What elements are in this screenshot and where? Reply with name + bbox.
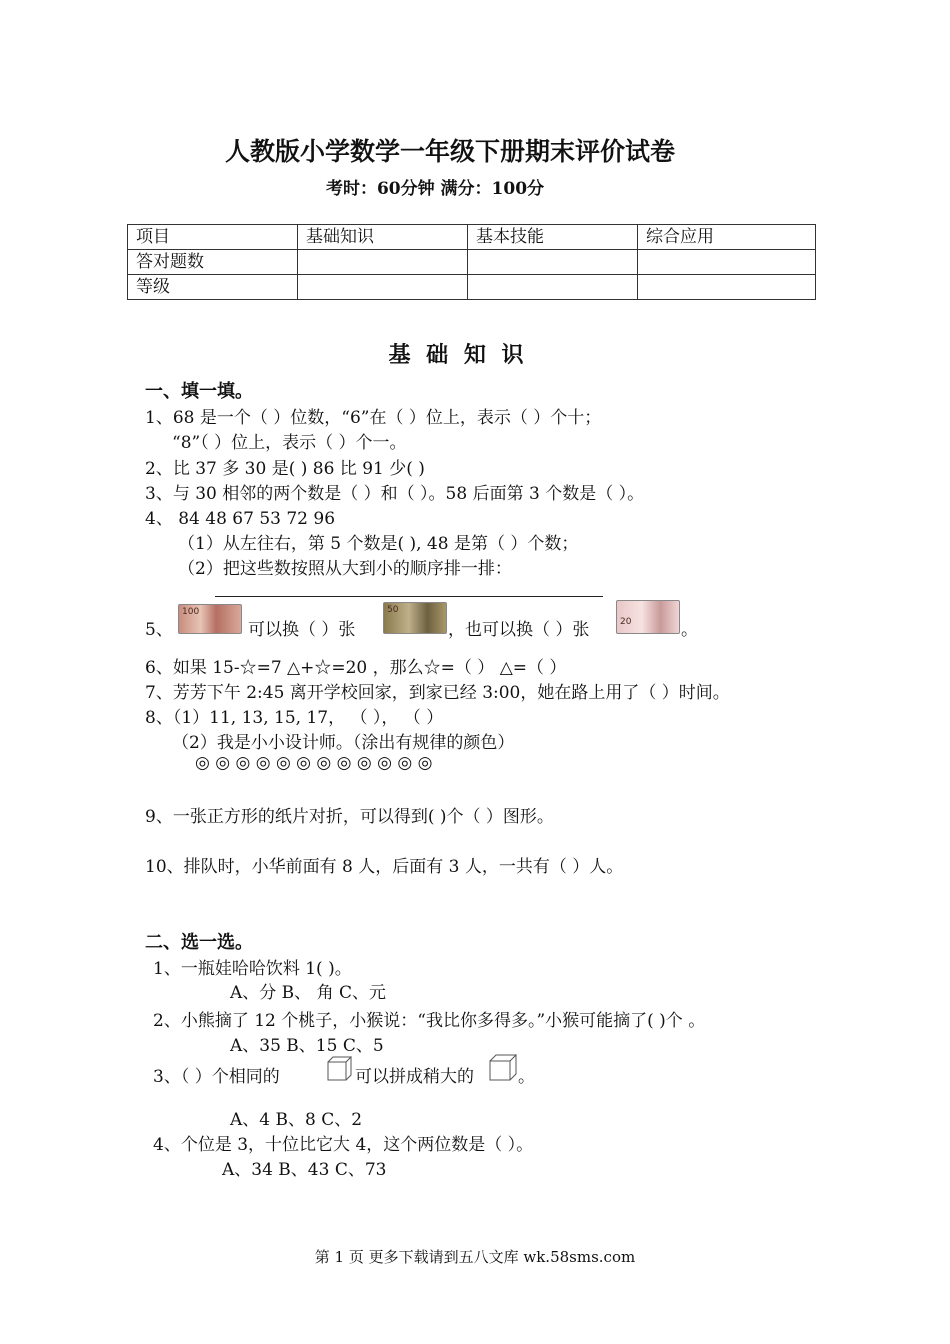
- small-cube-icon: [326, 1056, 354, 1082]
- table-header-cell: 综合应用: [638, 225, 816, 250]
- answer-line: [215, 596, 603, 597]
- large-cube-icon: [488, 1054, 518, 1082]
- choice-question-3-a: 3、（ ）个相同的: [153, 1067, 280, 1087]
- table-header-cell: 基本技能: [468, 225, 638, 250]
- question-5-text-a: 可以换（ ）张: [248, 620, 356, 640]
- table-cell: [298, 275, 468, 300]
- exam-title: 人教版小学数学一年级下册期末评价试卷: [224, 137, 675, 166]
- table-row: [128, 250, 816, 275]
- choice-question-3-b: 可以拼成稍大的: [355, 1067, 474, 1087]
- question-2: 2、比 37 多 30 是( ) 86 比 91 少( ): [145, 459, 425, 479]
- question-5-end: 。: [681, 620, 698, 640]
- part2-heading: 二、选一选。: [145, 932, 253, 953]
- table-row: [128, 275, 816, 300]
- question-3: 3、与 30 相邻的两个数是（ ）和（ ）。58 后面第 3 个数是（ ）。: [145, 484, 645, 504]
- table-cell: [298, 250, 468, 275]
- pattern-circles: ◎ ◎ ◎ ◎ ◎ ◎ ◎ ◎ ◎ ◎ ◎ ◎: [195, 753, 433, 773]
- question-1b: “8”（ ）位上，表示（ ）个一。: [172, 433, 407, 453]
- table-cell: 答对题数: [128, 250, 298, 275]
- table-header-cell: 基础知识: [298, 225, 468, 250]
- table-cell: [468, 275, 638, 300]
- question-4a: （1）从左往右，第 5 个数是( ), 48 是第（ ）个数；: [178, 534, 579, 554]
- choice-question-4: 4、个位是 3，十位比它大 4，这个两位数是（ ）。: [153, 1135, 534, 1155]
- question-6: 6、如果 15-☆=7 △+☆=20 ，那么☆=（ ） △=（ ）: [145, 658, 567, 678]
- table-cell: [638, 275, 816, 300]
- question-5-number: 5、: [145, 620, 173, 640]
- question-8b: （2）我是小小设计师。（涂出有规律的颜色）: [172, 733, 515, 753]
- choice-question-2: 2、小熊摘了 12 个桃子，小猴说：“我比你多得多。”小猴可能摘了( )个 。: [153, 1011, 706, 1031]
- banknote-100-image: 100: [178, 604, 242, 634]
- question-5-text-b: ，也可以换（ ）张: [448, 620, 590, 640]
- table-header-cell: 项目: [128, 225, 298, 250]
- exam-subtitle: 考时：60分钟 满分：100分: [325, 179, 545, 199]
- question-9: 9、一张正方形的纸片对折，可以得到( )个（ ）图形。: [145, 807, 554, 827]
- question-4: 4、 84 48 67 53 72 96: [145, 509, 336, 529]
- score-table: [127, 224, 816, 300]
- question-7: 7、芳芳下午 2:45 离开学校回家，到家已经 3:00，她在路上用了（ ）时间。: [145, 683, 730, 703]
- banknote-20-image: 20: [616, 600, 680, 634]
- choice-question-1: 1、一瓶娃哈哈饮料 1( )。: [153, 959, 352, 979]
- page-footer: 第 1 页 更多下载请到五八文库 wk.58sms.com: [314, 1248, 636, 1266]
- table-cell: [468, 250, 638, 275]
- section-title: 基 础 知 识: [388, 342, 528, 368]
- question-8a: 8、（1）11, 13, 15, 17， （ ）， （ ）: [145, 708, 444, 728]
- table-row: [128, 225, 816, 250]
- choice-question-3-options: A、4 B、8 C、2: [230, 1110, 363, 1130]
- choice-question-4-options: A、34 B、43 C、73: [222, 1160, 387, 1180]
- question-10: 10、排队时，小华前面有 8 人，后面有 3 人，一共有（ ）人。: [145, 857, 624, 877]
- choice-question-1-options: A、分 B、 角 C、元: [230, 983, 386, 1003]
- choice-question-3-end: 。: [518, 1067, 535, 1087]
- table-cell: [638, 250, 816, 275]
- question-1a: 1、68 是一个（ ）位数，“6”在（ ）位上，表示（ ）个十；: [145, 408, 602, 428]
- banknote-50-image: 50: [383, 602, 447, 634]
- choice-question-2-options: A、35 B、15 C、5: [230, 1036, 384, 1056]
- part1-heading: 一、填一填。: [145, 381, 253, 402]
- question-4b: （2）把这些数按照从大到小的顺序排一排：: [178, 559, 512, 579]
- table-cell: 等级: [128, 275, 298, 300]
